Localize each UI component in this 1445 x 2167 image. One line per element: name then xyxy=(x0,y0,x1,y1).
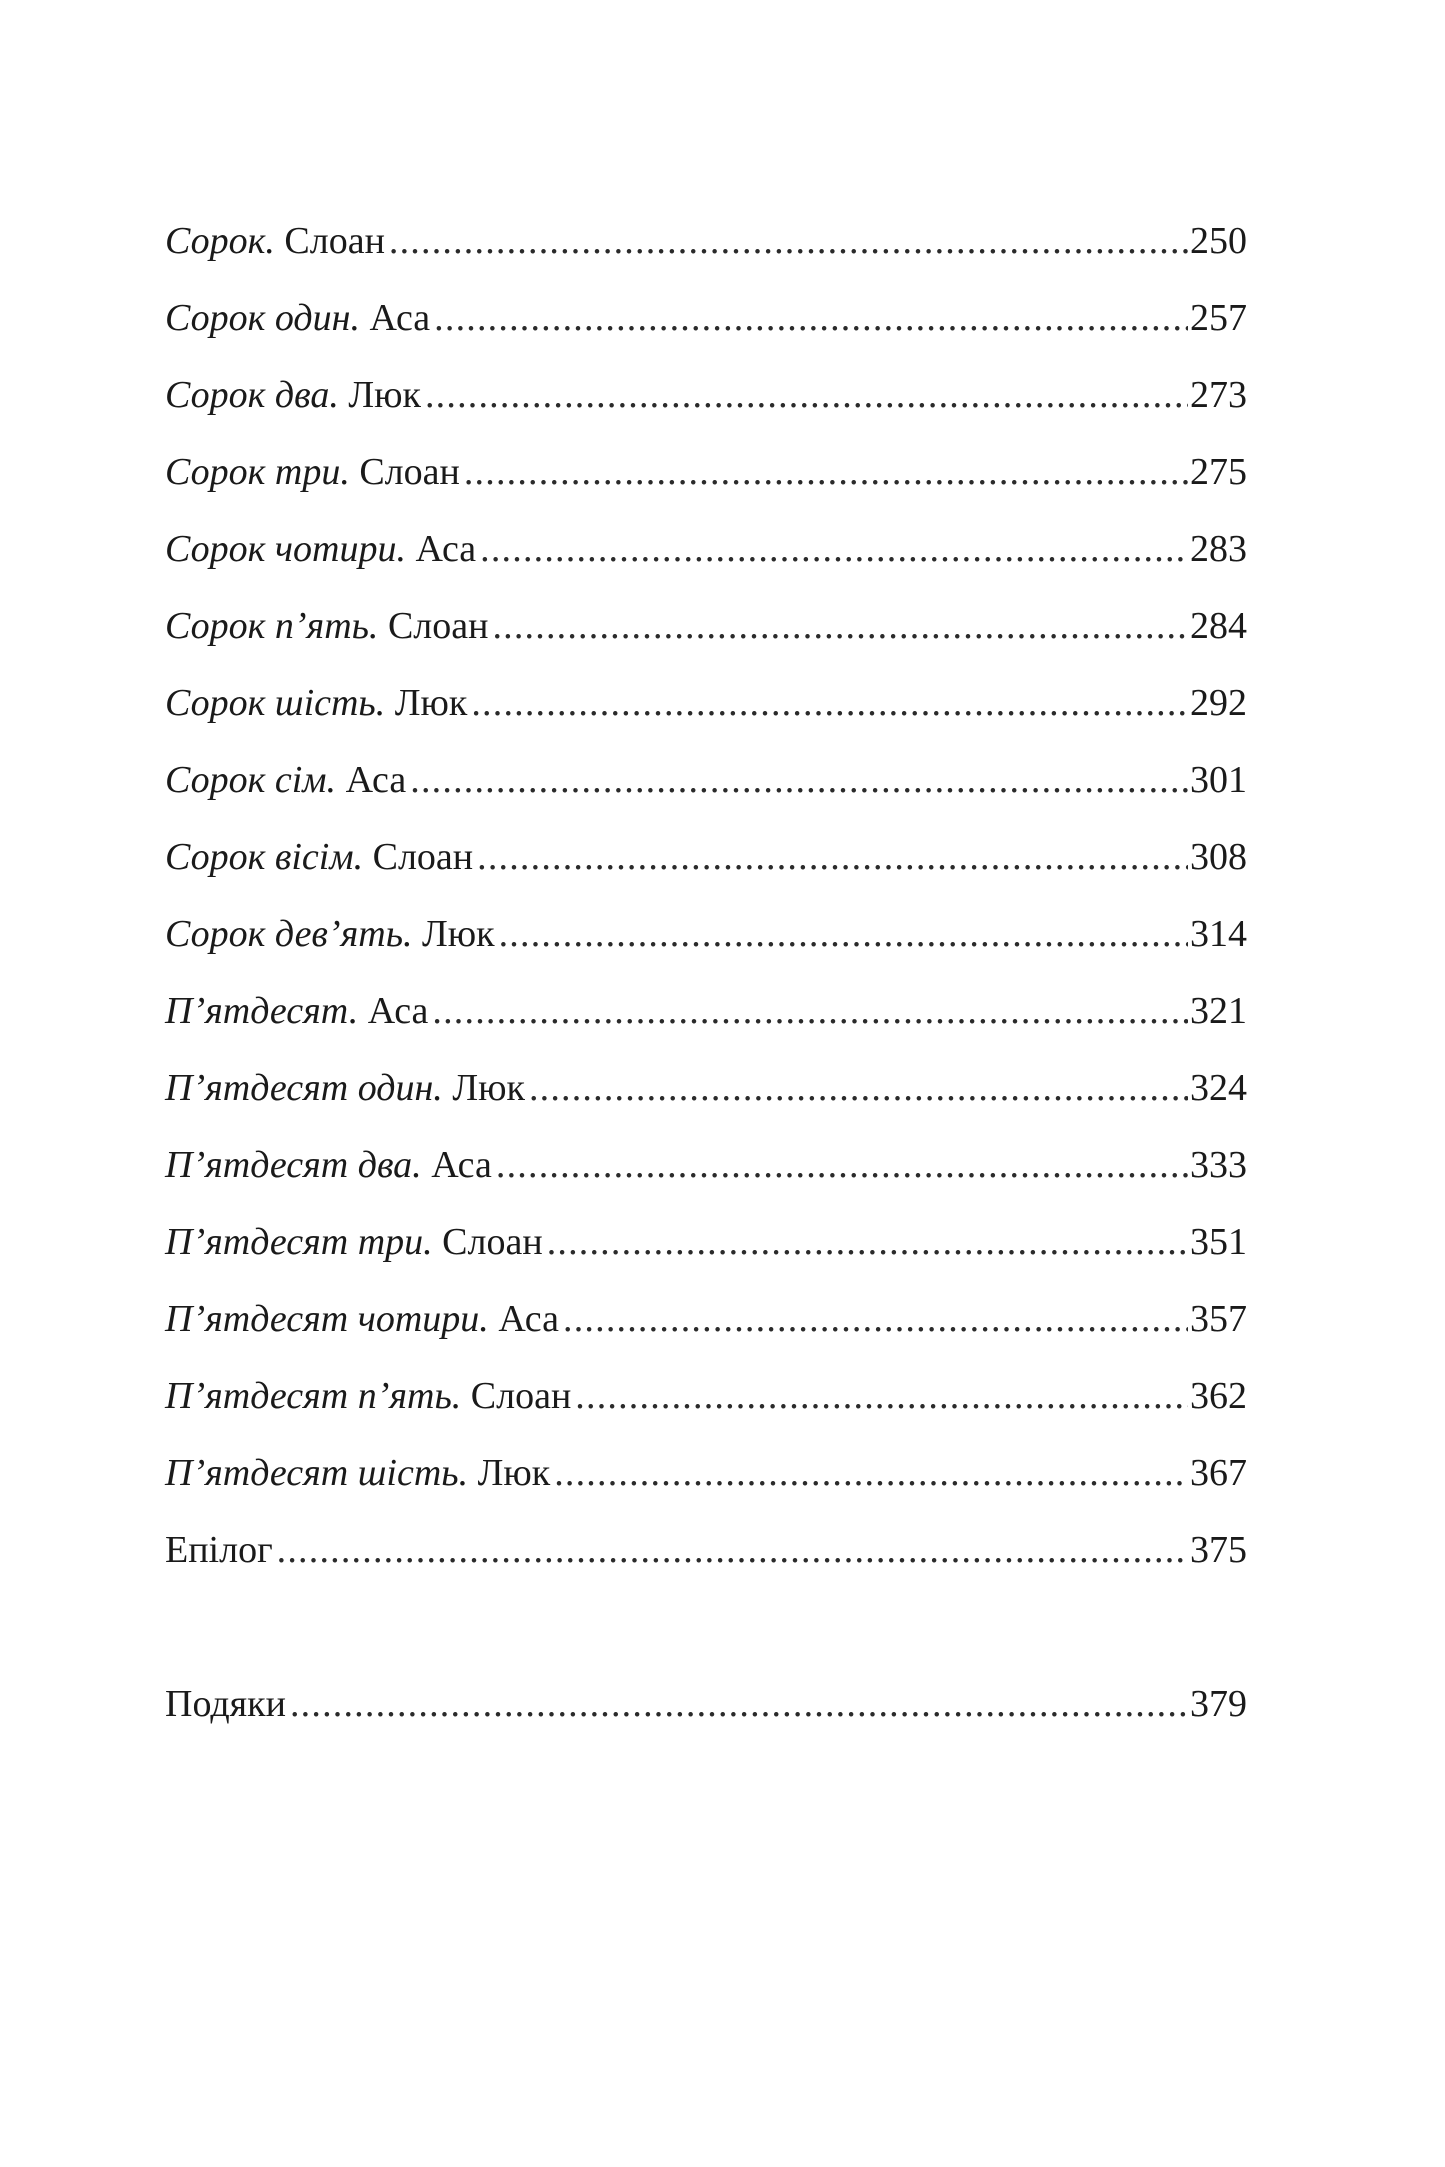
chapter-title: Сорок шість. xyxy=(165,682,386,724)
narrator-name: Слоан xyxy=(349,451,460,493)
dot-leader xyxy=(492,607,1188,645)
dot-leader xyxy=(432,992,1188,1030)
toc-entry-acknowledgements[interactable] xyxy=(165,1685,1247,1762)
chapter-title: П’ятдесят. xyxy=(165,990,359,1032)
table-of-contents xyxy=(165,222,1247,1762)
toc-entry-41[interactable] xyxy=(165,299,1247,376)
toc-entry-48[interactable] xyxy=(165,838,1247,915)
page-number: 321 xyxy=(1190,990,1247,1032)
chapter-title: П’ятдесят п’ять. xyxy=(165,1375,462,1417)
page-number: 283 xyxy=(1190,528,1247,570)
toc-entry-56[interactable] xyxy=(165,1454,1247,1531)
toc-entry-43[interactable] xyxy=(165,453,1247,530)
page-number: 284 xyxy=(1190,605,1247,647)
dot-leader xyxy=(575,1377,1188,1415)
entry-title xyxy=(165,607,488,645)
entry-title xyxy=(165,1223,543,1261)
toc-entry-47[interactable] xyxy=(165,761,1247,838)
entry-title xyxy=(165,1300,559,1338)
page-number: 250 xyxy=(1190,220,1247,262)
dot-leader xyxy=(477,838,1188,876)
entry-title xyxy=(165,1377,571,1415)
page-number: 275 xyxy=(1190,451,1247,493)
dot-leader xyxy=(496,1146,1188,1184)
narrator-name: Аса xyxy=(405,528,477,570)
toc-entry-40[interactable] xyxy=(165,222,1247,299)
narrator-name: Аса xyxy=(488,1298,560,1340)
dot-leader xyxy=(277,1531,1188,1569)
toc-entry-49[interactable] xyxy=(165,915,1247,992)
page-number: 357 xyxy=(1190,1298,1247,1340)
narrator-name: Аса xyxy=(359,297,431,339)
entry-title xyxy=(165,222,385,260)
toc-entry-42[interactable] xyxy=(165,376,1247,453)
entry-title xyxy=(165,1069,525,1107)
narrator-name: Люк xyxy=(468,1452,551,1494)
dot-leader xyxy=(563,1300,1188,1338)
entry-title xyxy=(165,915,495,953)
narrator-name: Люк xyxy=(412,913,495,955)
dot-leader xyxy=(425,376,1188,414)
narrator-name: Слоан xyxy=(378,605,489,647)
narrator-name: Слоан xyxy=(274,220,385,262)
dot-leader xyxy=(410,761,1188,799)
toc-entry-53[interactable] xyxy=(165,1223,1247,1300)
chapter-title: Сорок дев’ять. xyxy=(165,913,413,955)
entry-title xyxy=(165,1531,273,1569)
chapter-title: Сорок сім. xyxy=(165,759,337,801)
page-number: 351 xyxy=(1190,1221,1247,1263)
narrator-name: Люк xyxy=(385,682,468,724)
dot-leader xyxy=(389,222,1188,260)
chapter-title: П’ятдесят шість. xyxy=(165,1452,469,1494)
page-number: 375 xyxy=(1190,1529,1247,1571)
toc-entry-52[interactable] xyxy=(165,1146,1247,1223)
chapter-title: П’ятдесят один. xyxy=(165,1067,443,1109)
page-number: 292 xyxy=(1190,682,1247,724)
entry-title xyxy=(165,992,428,1030)
dot-leader xyxy=(529,1069,1188,1107)
chapter-title: Сорок п’ять. xyxy=(165,605,379,647)
chapter-title: Сорок три. xyxy=(165,451,350,493)
chapter-title: Сорок. xyxy=(165,220,275,262)
narrator-name: Люк xyxy=(338,374,421,416)
section-name: Подяки xyxy=(165,1683,286,1725)
dot-leader xyxy=(547,1223,1188,1261)
chapter-title: Сорок один. xyxy=(165,297,360,339)
toc-entry-44[interactable] xyxy=(165,530,1247,607)
dot-leader xyxy=(464,453,1188,491)
narrator-name: Аса xyxy=(421,1144,492,1186)
toc-entry-51[interactable] xyxy=(165,1069,1247,1146)
entry-title xyxy=(165,453,460,491)
dot-leader xyxy=(434,299,1188,337)
toc-entry-50[interactable] xyxy=(165,992,1247,1069)
narrator-name: Аса xyxy=(358,990,429,1032)
toc-entry-45[interactable] xyxy=(165,607,1247,684)
page-number: 324 xyxy=(1190,1067,1247,1109)
entry-title xyxy=(165,1146,492,1184)
page-number: 273 xyxy=(1190,374,1247,416)
toc-entry-55[interactable] xyxy=(165,1377,1247,1454)
entry-title xyxy=(165,761,406,799)
dot-leader xyxy=(554,1454,1188,1492)
page-number: 308 xyxy=(1190,836,1247,878)
page-number: 314 xyxy=(1190,913,1247,955)
narrator-name: Аса xyxy=(336,759,407,801)
toc-entry-46[interactable] xyxy=(165,684,1247,761)
page-number: 367 xyxy=(1190,1452,1247,1494)
entry-title xyxy=(165,376,421,414)
dot-leader xyxy=(290,1685,1188,1723)
toc-entry-epilogue[interactable] xyxy=(165,1531,1247,1608)
page-number: 362 xyxy=(1190,1375,1247,1417)
dot-leader xyxy=(471,684,1188,722)
entry-title xyxy=(165,684,467,722)
entry-title xyxy=(165,299,430,337)
entry-title xyxy=(165,530,476,568)
chapter-title: П’ятдесят три. xyxy=(165,1221,433,1263)
page-number: 333 xyxy=(1190,1144,1247,1186)
narrator-name: Слоан xyxy=(432,1221,543,1263)
entry-title xyxy=(165,1454,550,1492)
chapter-title: П’ятдесят два. xyxy=(165,1144,422,1186)
chapter-title: П’ятдесят чотири. xyxy=(165,1298,489,1340)
page-number: 379 xyxy=(1190,1683,1247,1725)
narrator-name: Слоан xyxy=(363,836,474,878)
toc-entry-54[interactable] xyxy=(165,1300,1247,1377)
entry-title xyxy=(165,838,473,876)
section-name: Епілог xyxy=(165,1529,273,1571)
dot-leader xyxy=(499,915,1188,953)
dot-leader xyxy=(480,530,1188,568)
chapter-title: Сорок чотири. xyxy=(165,528,406,570)
page-number: 257 xyxy=(1190,297,1247,339)
entry-title xyxy=(165,1685,286,1723)
narrator-name: Слоан xyxy=(461,1375,572,1417)
chapter-title: Сорок вісім. xyxy=(165,836,364,878)
narrator-name: Люк xyxy=(442,1067,525,1109)
chapter-title: Сорок два. xyxy=(165,374,339,416)
page-number: 301 xyxy=(1190,759,1247,801)
